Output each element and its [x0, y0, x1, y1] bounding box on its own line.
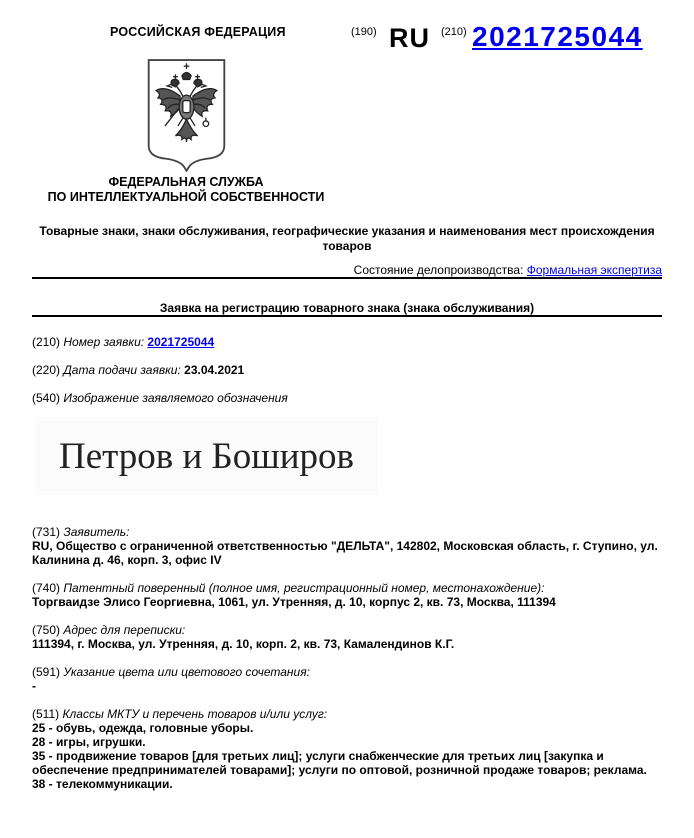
- fields-list: [32, 335, 662, 791]
- field-731-label: Заявитель:: [63, 525, 130, 539]
- field-591-color-indication: [32, 665, 662, 693]
- office-name: [0, 175, 372, 204]
- field-740-label: Патентный поверенный (полное имя, регистрационный номер, местонахождение):: [63, 581, 545, 595]
- field-740-value: Торгваидзе Элисо Георгиевна, 1061, ул. Утренняя, д. 10, корпус 2, кв. 73, Москва, 111394: [32, 595, 556, 609]
- office-name-line2: ПО ИНТЕЛЛЕКТУАЛЬНОЙ СОБСТВЕННОСТИ: [47, 189, 325, 204]
- coat-of-arms-icon: [145, 57, 228, 172]
- field-591-code: (591): [32, 665, 64, 679]
- field-591-label: Указание цвета или цветового сочетания:: [63, 665, 310, 679]
- field-220-label: Дата подачи заявки:: [63, 363, 185, 377]
- field-740-code: (740): [32, 581, 64, 595]
- class-item-28: 28 - игры, игрушки.: [32, 735, 146, 749]
- document-title: Заявка на регистрацию товарного знака (знака обслуживания): [159, 301, 535, 315]
- field-731-applicant: [32, 525, 662, 567]
- class-item-35: 35 - продвижение товаров [для третьих лиц]; услуги снабженческие для третьих лиц [закупка и обеспечение предпринимателей товарами]; услуги по оптовой, розничной продаже товаров; реклама.: [32, 749, 647, 777]
- field-511-nice-classes: [32, 707, 662, 791]
- field-220-value: 23.04.2021: [184, 363, 245, 377]
- class-item-38: 38 - телекоммуникации.: [32, 777, 173, 791]
- field-540-code: (540): [32, 391, 64, 405]
- field-750-value: 111394, г. Москва, ул. Утренняя, д. 10, корп. 2, кв. 73, Камалендинов К.Г.: [32, 637, 455, 651]
- status-label: Состояние делопроизводства:: [353, 263, 527, 277]
- country-name: РОССИЙСКАЯ ФЕДЕРАЦИЯ: [110, 25, 286, 39]
- field-731-value: RU, Общество с ограниченной ответственностью "ДЕЛЬТА", 142802, Московская область, г. Ступино, ул. Калинина д. 46, корп. 3, офис IV: [32, 539, 658, 567]
- status-line: [32, 263, 662, 277]
- field-210-application-number: [32, 335, 662, 349]
- trademark-image: [35, 417, 378, 495]
- content: [32, 224, 662, 791]
- field-750-label: Адрес для переписки:: [63, 623, 186, 637]
- field-210-label: Номер заявки:: [63, 335, 148, 349]
- field-511-label: Классы МКТУ и перечень товаров и/или услуг:: [62, 707, 328, 721]
- register-title: Товарные знаки, знаки обслуживания, географические указания и наименования мест происхождения товаров: [39, 224, 655, 253]
- country-code: RU: [389, 23, 430, 53]
- status-link[interactable]: Формальная экспертиза: [526, 263, 662, 277]
- field-540-label: Изображение заявляемого обозначения: [63, 391, 288, 405]
- field-511-code: (511): [32, 707, 63, 721]
- field-220-code: (220): [32, 363, 64, 377]
- field-750-correspondence-address: [32, 623, 662, 651]
- trademark-text: Петров и Боширов: [58, 435, 355, 477]
- divider-top: [32, 277, 662, 279]
- field-591-value: -: [32, 679, 36, 693]
- field-740-patent-attorney: [32, 581, 662, 609]
- field-750-code: (750): [32, 623, 64, 637]
- field-220-filing-date: [32, 363, 662, 377]
- divider-title: [32, 315, 662, 317]
- field-210-code: (210): [32, 335, 64, 349]
- header: [0, 0, 694, 212]
- field-210-value-link[interactable]: 2021725044: [147, 335, 215, 349]
- application-number-link[interactable]: 2021725044: [472, 21, 643, 52]
- office-name-line1: ФЕДЕРАЛЬНАЯ СЛУЖБА: [108, 175, 264, 189]
- field-540-mark-image: [32, 391, 662, 495]
- class-item-25: 25 - обувь, одежда, головные уборы.: [32, 721, 254, 735]
- field-731-code: (731): [32, 525, 64, 539]
- inid-code-210: (210): [441, 26, 467, 38]
- inid-code-190: (190): [351, 26, 377, 38]
